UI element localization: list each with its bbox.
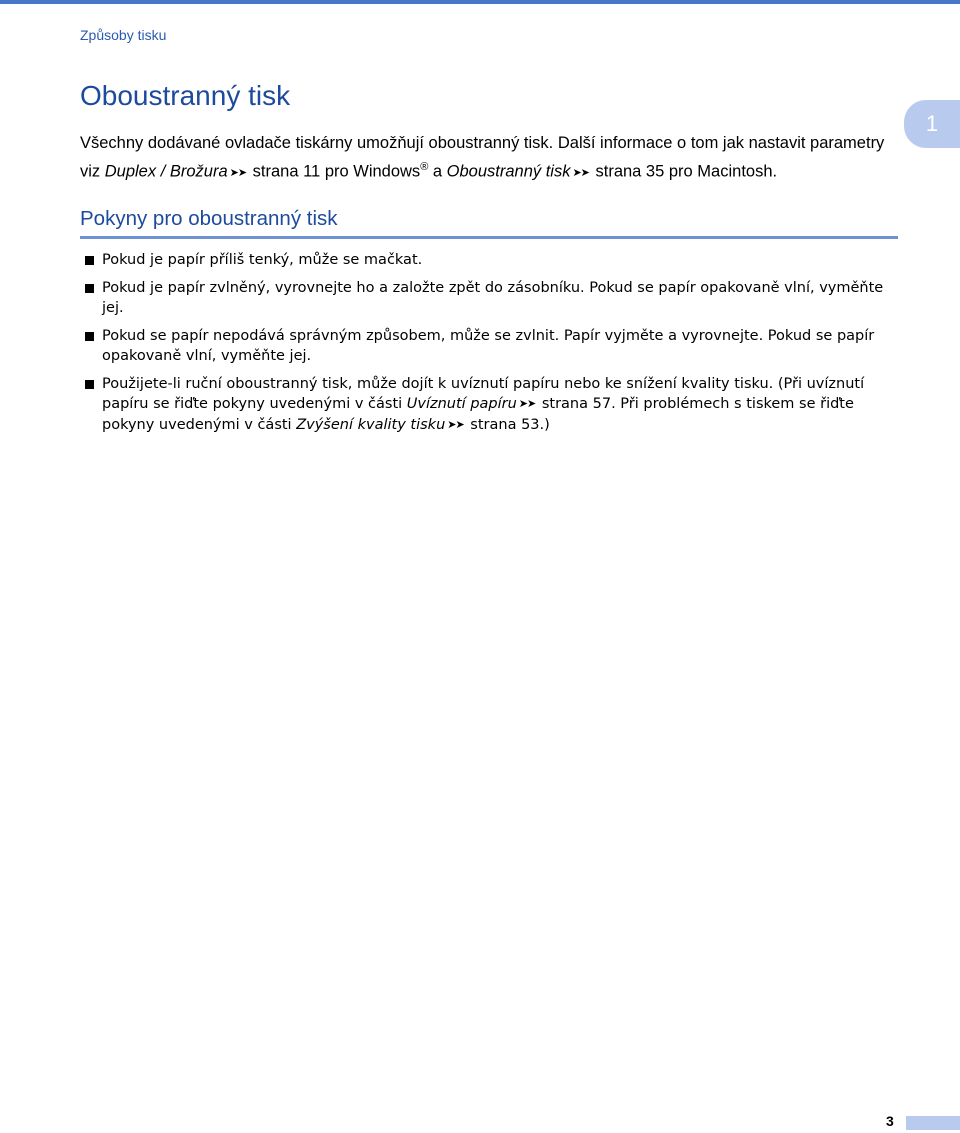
section-rule <box>80 236 898 239</box>
square-bullet-icon <box>85 380 94 389</box>
link-duplex-brozura[interactable]: Duplex / Brožura <box>104 162 228 181</box>
link-zvyseni-kvality-tisku[interactable]: Zvýšení kvality tisku <box>296 416 446 433</box>
square-bullet-icon <box>85 256 94 265</box>
double-arrow-icon: ➤➤ <box>229 166 247 179</box>
square-bullet-icon <box>85 332 94 341</box>
page-number: 3 <box>886 1113 894 1129</box>
list-item-text: Použijete-li ruční oboustranný tisk, může dojít k uvíznutí papíru nebo ke snížení kvality tisku. (Při uvíznutí papíru se řiďte pokyny uvedenými v části <box>102 375 865 412</box>
top-rule <box>0 0 960 4</box>
list-item <box>80 250 900 271</box>
registered-mark: ® <box>420 161 429 173</box>
list-item-text: Pokud je papír zvlněný, vyrovnejte ho a založte zpět do zásobníku. Pokud se papír opakovaně vlní, vyměňte jej. <box>102 279 884 316</box>
intro-text-3: a <box>428 162 447 181</box>
footer-tab <box>906 1116 960 1130</box>
list-item <box>80 374 900 436</box>
link-uviznuti-papiru[interactable]: Uvíznutí papíru <box>406 396 517 412</box>
list-item-text: strana 53.) <box>465 416 550 433</box>
link-oboustranny-tisk[interactable]: Oboustranný tisk <box>446 162 571 181</box>
intro-paragraph <box>80 131 900 185</box>
intro-text-1: Všechny dodávané ovladače tiskárny umožňují oboustranný tisk. Další informace o tom jak nastavit parametry viz <box>80 134 885 181</box>
running-header: Způsoby tisku <box>80 27 167 43</box>
double-arrow-icon: ➤➤ <box>518 397 536 410</box>
guideline-list <box>80 250 900 442</box>
intro-text-4: strana 35 pro Macintosh. <box>590 162 778 181</box>
list-item <box>80 278 900 319</box>
page-title: Oboustranný tisk <box>80 80 291 111</box>
double-arrow-icon: ➤➤ <box>572 166 589 179</box>
list-item-text: strana 57. Při problémech s tiskem se řiďte pokyny uvedenými v části <box>102 396 854 433</box>
double-arrow-icon: ➤➤ <box>447 417 464 431</box>
intro-text-2: strana 11 pro Windows <box>248 162 421 181</box>
chapter-tab: 1 <box>904 100 960 148</box>
square-bullet-icon <box>85 284 94 293</box>
list-item <box>80 326 900 367</box>
section-heading: Pokyny pro oboustranný tisk <box>80 207 338 230</box>
list-item-text: Pokud je papír příliš tenký, může se mačkat. <box>102 252 423 268</box>
list-item-text: Pokud se papír nepodává správným způsobem, může se zvlnit. Papír vyjměte a vyrovnejte. Pokud se papír opakovaně vlní, vyměňte jej. <box>102 327 875 364</box>
